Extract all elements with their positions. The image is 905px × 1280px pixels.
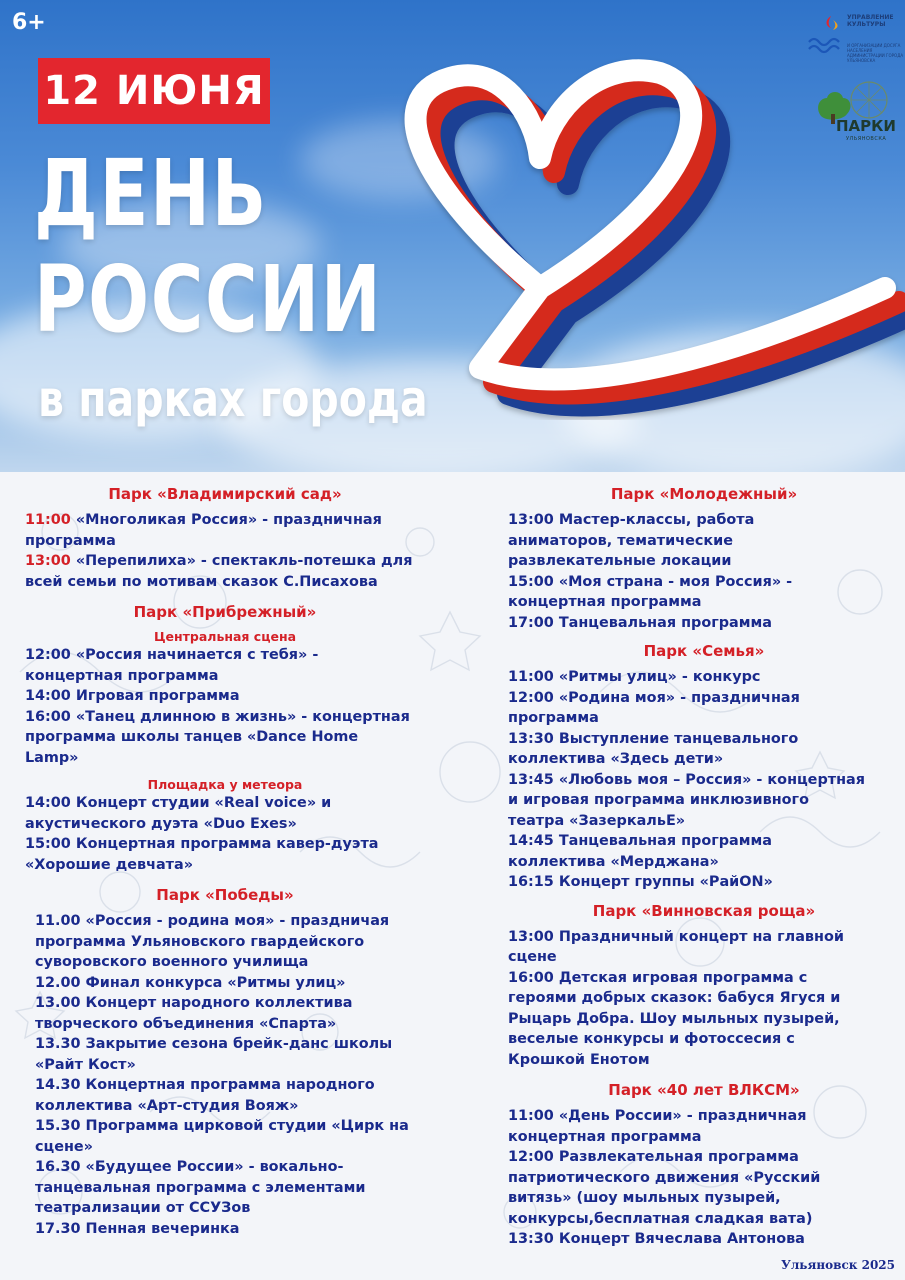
park-title-semya: Парк «Семья»	[643, 642, 765, 660]
event-item: 11:00 «Ритмы улиц» - конкурс	[508, 669, 761, 685]
event-item: 12:00 Развлекательная программа патриотического движения «Русский витязь» (шоу мыльных пузырей, конкурсы,бесплатная сладкая вата)	[508, 1149, 821, 1227]
event-item: 13:45 «Любовь моя – Россия» - концертная и игровая программа инклюзивного театра «ЗазеркальЕ»	[508, 771, 865, 829]
culture-logo-subtitle: И ОРГАНИЗАЦИИ ДОСУГА НАСЕЛЕНИЯ АДМИНИСТРАЦИИ ГОРОДА УЛЬЯНОВСКА	[847, 43, 904, 63]
event-item: 14.30 Концертная программа народного коллектива «Арт-студия Вояж»	[35, 1077, 375, 1114]
event-item: 13.00 Концерт народного коллектива творческого объединения «Спарта»	[35, 995, 353, 1032]
event-item: 11.00 «Россия - родина моя» - праздничая программа Ульяновского гвардейского суворовского военного училища	[35, 913, 390, 970]
event-item: 13.30 Закрытие сезона брейк-данс школы «Райт Кост»	[35, 1036, 393, 1073]
event-item: 13:30 Выступление танцевального коллектива «Здесь дети»	[508, 730, 799, 767]
event-item: 11:00 «День России» - праздничная концертная программа	[508, 1108, 807, 1145]
age-rating: 6+	[12, 10, 46, 35]
park-title-pobedy: Парк «Победы»	[156, 886, 294, 904]
event-item: 14:45 Танцевальная программа коллектива «Мерджана»	[508, 833, 772, 870]
event-item: 14:00 Игровая программа	[25, 688, 240, 704]
event-item: 15:00 Концертная программа кавер-дуэта «Хорошие девчата»	[25, 836, 379, 873]
event-item: 14:00 Концерт студии «Real voice» и акустического дуэта «Duo Exes»	[25, 795, 332, 832]
scene-label: Площадка у метеора	[147, 777, 303, 792]
event-item: 16:15 Концерт группы «РайON»	[508, 874, 773, 890]
title-line-2: РОССИИ	[34, 246, 383, 353]
event-item: 15:00 «Моя страна - моя Россия» - концертная программа	[508, 573, 793, 610]
event-item: 15.30 Программа цирковой студии «Цирк на сцене»	[35, 1118, 409, 1155]
event-item: 16.30 «Будущее России» - вокально- танцевальная программа с элементами театрализации от ССУЗов	[35, 1159, 366, 1216]
event-item: 13:00 Мастер-классы, работа аниматоров, тематические развлекательные локации	[508, 512, 755, 569]
subtitle: в парках города	[38, 370, 428, 428]
event-item: 12:00 «Родина моя» - праздничная программа	[508, 689, 800, 726]
event-item: 11:00 «Многоликая Россия» - праздничная программа	[25, 512, 382, 549]
event-item: 16:00 Детская игровая программа с героями добрых сказок: бабуся Ягуся и Рыцарь Добра. Шоу мыльных пузырей, веселые конкурсы и фотоссесия с Крошкой Енотом	[508, 969, 841, 1068]
event-item: 17:00 Танцевальная программа	[508, 614, 772, 631]
event-item: 13:00 «Перепилиха» - спектакль-потешка для всей семьи по мотивам сказок С.Писахова	[25, 553, 413, 590]
park-title-vladimir: Парк «Владимирский сад»	[108, 485, 342, 503]
event-item: 12.00 Финал конкурса «Ритмы улиц»	[35, 974, 346, 991]
culture-logo-title: УПРАВЛЕНИЕ КУЛЬТУРЫ	[847, 14, 894, 28]
park-title-vinnovskaya: Парк «Винновская роща»	[592, 901, 816, 920]
scene-label: Центральная сцена	[153, 629, 297, 644]
park-title-vlksm: Парк «40 лет ВЛКСМ»	[608, 1081, 800, 1099]
park-title-molodezhny: Парк «Молодежный»	[610, 485, 798, 503]
park-title-pribrezhny: Парк «Прибрежный»	[133, 603, 317, 621]
parks-logo-name: ПАРКИ	[836, 117, 896, 135]
event-item: 13:30 Концерт Вячеслава Антонова	[508, 1231, 805, 1247]
event-item: 16:00 «Танец длинною в жизнь» - концертная программа школы танцев «Dance Home Lamp»	[25, 708, 410, 766]
parks-logo-city: УЛЬЯНОВСКА	[846, 136, 887, 142]
title-line-1: ДЕНЬ	[34, 140, 268, 247]
right-column	[508, 484, 900, 1250]
event-item: 12:00 «Россия начинается с тебя» - концертная программа	[25, 647, 319, 684]
event-item: 17.30 Пенная вечеринка	[35, 1220, 240, 1237]
left-column	[25, 484, 425, 1239]
footer-city-year: Ульяновск 2025	[781, 1258, 895, 1272]
event-item: 13:00 Праздничный концерт на главной сцене	[508, 928, 844, 965]
date-badge: 12 ИЮНЯ	[38, 58, 270, 124]
